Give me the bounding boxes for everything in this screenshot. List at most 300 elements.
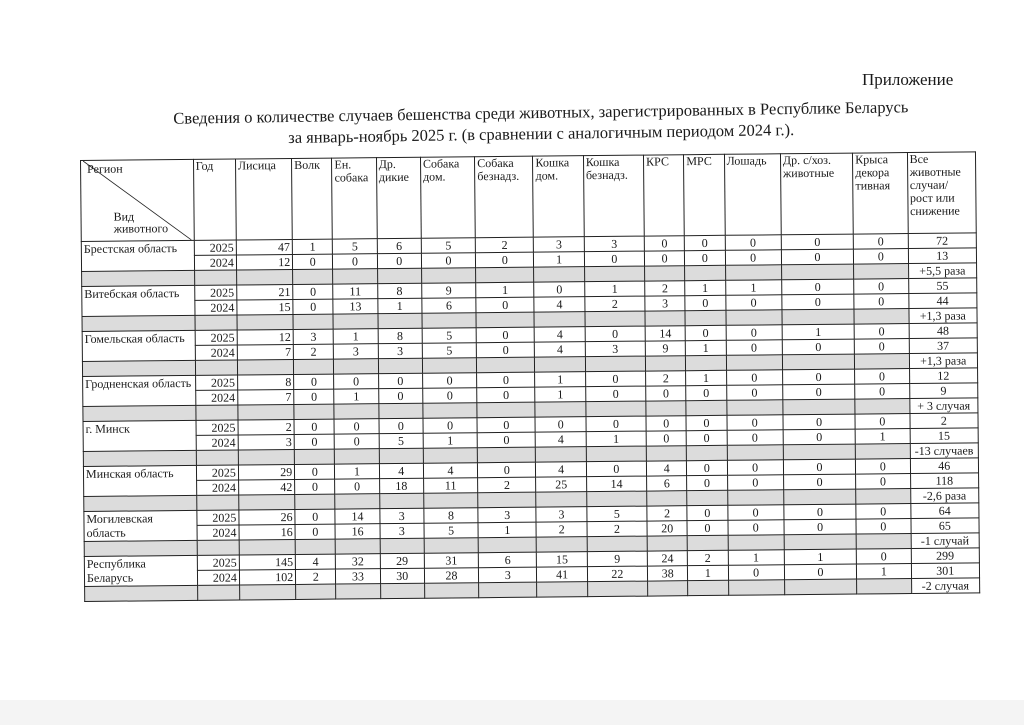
blank-cell — [294, 359, 334, 374]
value-cell: 0 — [585, 371, 645, 387]
value-cell: 0 — [477, 417, 535, 433]
value-cell: 0 — [334, 374, 378, 389]
header-col-fox: Лисица — [235, 158, 292, 240]
value-cell: 0 — [423, 418, 477, 434]
value-cell: 0 — [726, 370, 782, 386]
blank-cell — [84, 495, 197, 511]
value-cell: 28 — [424, 568, 478, 584]
header-col-other-farm: Др. с/хоз. животные — [780, 153, 853, 235]
value-cell: 2 — [238, 419, 294, 435]
value-cell: 0 — [535, 417, 585, 432]
value-cell: 0 — [477, 372, 535, 388]
value-cell: 102 — [239, 569, 295, 585]
blank-cell — [535, 357, 585, 372]
value-cell: 6 — [377, 238, 421, 253]
header-col-horse: Лошадь — [724, 154, 781, 236]
blank-cell — [424, 493, 478, 509]
blank-cell — [784, 534, 857, 550]
total-cell: 12 — [909, 368, 978, 384]
value-cell: 16 — [335, 524, 379, 539]
blank-cell — [196, 450, 238, 465]
value-cell: 4 — [379, 463, 423, 478]
value-cell: 0 — [476, 327, 534, 343]
value-cell: 0 — [335, 434, 379, 449]
value-cell: 0 — [855, 414, 909, 430]
value-cell: 0 — [335, 479, 379, 494]
blank-cell — [854, 264, 908, 280]
blank-cell — [336, 584, 380, 599]
value-cell: 0 — [295, 464, 335, 479]
value-cell: 4 — [534, 297, 584, 312]
value-cell: 0 — [586, 461, 646, 477]
blank-cell — [423, 448, 477, 464]
value-cell: 22 — [587, 566, 647, 582]
value-cell: 8 — [237, 374, 293, 390]
value-cell: 20 — [647, 521, 687, 536]
year-cell: 2024 — [195, 345, 237, 360]
value-cell: 1 — [335, 464, 379, 479]
blank-cell — [476, 312, 534, 328]
blank-cell — [478, 492, 536, 508]
value-cell: 2 — [688, 550, 728, 565]
blank-cell — [195, 315, 237, 330]
total-cell: 44 — [908, 293, 977, 309]
blank-cell — [648, 581, 688, 596]
blank-cell — [82, 270, 195, 286]
value-cell: 2 — [646, 371, 686, 386]
value-cell: 5 — [421, 238, 475, 254]
value-cell: 14 — [586, 476, 646, 492]
value-cell: 30 — [380, 568, 424, 583]
value-cell: 0 — [855, 384, 909, 400]
value-cell: 14 — [645, 326, 685, 341]
value-cell: 0 — [294, 389, 334, 404]
blank-cell — [856, 534, 910, 550]
value-cell: 4 — [536, 432, 586, 447]
blank-cell — [422, 313, 476, 329]
total-cell: 65 — [910, 518, 979, 534]
value-cell: 2 — [536, 522, 586, 537]
value-cell: 29 — [380, 553, 424, 568]
value-cell: 1 — [728, 550, 784, 566]
value-cell: 0 — [781, 249, 854, 265]
change-cell: -13 случаев — [910, 443, 979, 459]
scan-edge — [0, 700, 1024, 725]
blank-cell — [687, 445, 727, 460]
value-cell: 0 — [294, 419, 334, 434]
value-cell: 0 — [295, 509, 335, 524]
blank-cell — [585, 311, 645, 327]
value-cell: 0 — [727, 505, 783, 521]
blank-cell — [725, 265, 781, 281]
value-cell: 15 — [237, 299, 293, 315]
blank-cell — [336, 539, 380, 554]
value-cell: 12 — [236, 254, 292, 270]
value-cell: 6 — [647, 476, 687, 491]
header-year: Год — [193, 159, 236, 240]
blank-cell — [726, 355, 782, 371]
header-col-small-ruminants: МРС — [684, 154, 725, 235]
value-cell: 0 — [478, 462, 536, 478]
value-cell: 1 — [377, 298, 421, 313]
blank-cell — [476, 267, 534, 283]
value-cell: 1 — [476, 282, 534, 298]
value-cell: 0 — [476, 252, 534, 268]
blank-cell — [294, 449, 334, 464]
blank-cell — [728, 580, 784, 596]
value-cell: 7 — [238, 389, 294, 405]
value-cell: 0 — [784, 519, 857, 535]
value-cell: 1 — [584, 281, 644, 297]
blank-cell — [83, 405, 196, 421]
blank-cell — [377, 268, 421, 283]
value-cell: 2 — [296, 569, 336, 584]
value-cell: 0 — [333, 254, 377, 269]
region-name: Витебская область — [82, 285, 195, 316]
blank-cell — [646, 401, 686, 416]
value-cell: 8 — [424, 508, 478, 524]
blank-cell — [293, 314, 333, 329]
year-cell: 2025 — [194, 285, 236, 300]
value-cell: 0 — [853, 234, 907, 250]
value-cell: 2 — [647, 506, 687, 521]
value-cell: 0 — [646, 431, 686, 446]
blank-cell — [726, 400, 782, 416]
blank-cell — [334, 404, 378, 419]
value-cell: 0 — [854, 249, 908, 265]
year-cell: 2025 — [196, 420, 238, 435]
value-cell: 1 — [534, 252, 584, 267]
value-cell: 0 — [646, 416, 686, 431]
value-cell: 0 — [856, 504, 910, 520]
value-cell: 2 — [478, 477, 536, 493]
blank-cell — [293, 269, 333, 284]
year-cell: 2025 — [196, 465, 238, 480]
value-cell: 4 — [295, 554, 335, 569]
value-cell: 0 — [783, 384, 856, 400]
blank-cell — [535, 402, 585, 417]
change-cell: +1,3 раза — [909, 353, 978, 369]
blank-cell — [645, 311, 685, 326]
value-cell: 8 — [378, 328, 422, 343]
rabies-table — [80, 151, 980, 602]
blank-cell — [784, 579, 857, 595]
blank-cell — [688, 580, 728, 595]
region-name: Могилевская область — [84, 510, 197, 541]
value-cell: 0 — [377, 253, 421, 268]
change-cell: -2,6 раза — [910, 488, 979, 504]
blank-cell — [477, 447, 535, 463]
blank-cell — [534, 312, 584, 327]
blank-cell — [855, 399, 909, 415]
value-cell: 3 — [584, 236, 644, 252]
header-col-other-wild: Др. дикие — [376, 157, 421, 238]
value-cell: 0 — [783, 429, 856, 445]
blank-cell — [587, 536, 647, 552]
value-cell: 3 — [380, 523, 424, 538]
value-cell: 0 — [781, 279, 854, 295]
value-cell: 0 — [646, 386, 686, 401]
blank-cell — [82, 315, 195, 331]
blank-cell — [687, 535, 727, 550]
value-cell: 0 — [687, 520, 727, 535]
total-cell: 46 — [910, 458, 979, 474]
blank-cell — [728, 535, 784, 551]
value-cell: 0 — [585, 326, 645, 342]
value-cell: 3 — [293, 329, 333, 344]
value-cell: 0 — [854, 294, 908, 310]
header-animal-type: Вид животного — [113, 209, 169, 236]
value-cell: 0 — [781, 234, 854, 250]
blank-cell — [378, 313, 422, 328]
value-cell: 38 — [647, 566, 687, 581]
header-col-domestic-dog: Собака дом. — [420, 157, 475, 239]
value-cell: 1 — [535, 387, 585, 402]
value-cell: 145 — [239, 554, 295, 570]
year-cell: 2024 — [196, 435, 238, 450]
value-cell: 47 — [236, 239, 292, 255]
value-cell: 14 — [335, 509, 379, 524]
value-cell: 0 — [685, 235, 725, 250]
value-cell: 0 — [726, 385, 782, 401]
header-col-wolf: Волк — [292, 158, 333, 239]
blank-cell — [239, 494, 295, 510]
blank-cell — [587, 581, 647, 597]
header-row — [81, 152, 977, 242]
value-cell: 42 — [238, 479, 294, 495]
region-name: Республика Беларусь — [84, 555, 197, 586]
blank-cell — [82, 360, 195, 376]
value-cell: 0 — [725, 250, 781, 266]
blank-cell — [584, 266, 644, 282]
value-cell: 11 — [333, 284, 377, 299]
blank-cell — [856, 489, 910, 505]
year-cell: 2025 — [194, 240, 236, 255]
total-cell: 13 — [908, 248, 977, 264]
value-cell: 3 — [478, 507, 536, 523]
value-cell: 0 — [644, 251, 684, 266]
blank-cell — [195, 405, 237, 420]
blank-cell — [195, 360, 237, 375]
value-cell: 0 — [783, 474, 856, 490]
value-cell: 0 — [477, 387, 535, 403]
blank-cell — [379, 448, 423, 463]
blank-cell — [686, 400, 726, 415]
value-cell: 0 — [726, 325, 782, 341]
value-cell: 3 — [645, 296, 685, 311]
value-cell: 9 — [587, 551, 647, 567]
blank-cell — [237, 359, 293, 375]
blank-cell — [537, 537, 587, 552]
value-cell: 2 — [293, 344, 333, 359]
value-cell: 3 — [238, 434, 294, 450]
value-cell: 0 — [295, 524, 335, 539]
blank-cell — [536, 447, 586, 462]
value-cell: 2 — [585, 296, 645, 312]
value-cell: 0 — [422, 373, 476, 389]
value-cell: 6 — [478, 552, 536, 568]
blank-cell — [781, 264, 854, 280]
value-cell: 15 — [537, 552, 587, 567]
value-cell: 0 — [856, 549, 910, 565]
change-cell: +5,5 раза — [908, 263, 977, 279]
blank-cell — [239, 584, 295, 600]
total-cell: 118 — [910, 473, 979, 489]
value-cell: 3 — [334, 344, 378, 359]
blank-cell — [238, 449, 294, 465]
blank-cell — [335, 449, 379, 464]
blank-cell — [783, 399, 856, 415]
blank-cell — [424, 583, 478, 599]
value-cell: 5 — [422, 343, 476, 359]
value-cell: 0 — [334, 419, 378, 434]
value-cell: 0 — [783, 414, 856, 430]
blank-cell — [536, 492, 586, 507]
table-body — [81, 233, 979, 602]
value-cell: 0 — [784, 564, 857, 580]
total-cell: 299 — [911, 548, 980, 564]
blank-cell — [727, 490, 783, 506]
value-cell: 2 — [645, 281, 685, 296]
value-cell: 1 — [478, 522, 536, 538]
region-name: Брестская область — [81, 240, 194, 271]
blank-cell — [194, 270, 236, 285]
blank-cell — [725, 310, 781, 326]
value-cell: 0 — [685, 295, 725, 310]
value-cell: 18 — [379, 478, 423, 493]
value-cell: 0 — [854, 324, 908, 340]
blank-cell — [645, 266, 685, 281]
value-cell: 21 — [237, 284, 293, 300]
blank-cell — [585, 356, 645, 372]
value-cell: 2 — [475, 237, 533, 253]
change-cell: + 3 случая — [909, 398, 978, 414]
total-cell: 72 — [908, 233, 977, 249]
value-cell: 1 — [857, 564, 911, 580]
value-cell: 0 — [687, 505, 727, 520]
total-cell: 301 — [911, 563, 980, 579]
blank-cell — [294, 404, 334, 419]
region-name: Гомельская область — [82, 330, 195, 361]
blank-cell — [380, 538, 424, 553]
total-cell: 9 — [909, 383, 978, 399]
year-cell: 2024 — [194, 300, 236, 315]
blank-cell — [85, 585, 198, 601]
value-cell: 0 — [295, 479, 335, 494]
blank-cell — [782, 309, 855, 325]
header-col-domestic-cat: Кошка дом. — [533, 156, 584, 237]
blank-cell — [586, 401, 646, 417]
value-cell: 6 — [422, 298, 476, 314]
value-cell: 0 — [379, 418, 423, 433]
header-col-cattle: КРС — [644, 155, 685, 236]
value-cell: 9 — [645, 341, 685, 356]
value-cell: 0 — [782, 369, 855, 385]
value-cell: 0 — [294, 374, 334, 389]
value-cell: 0 — [293, 284, 333, 299]
value-cell: 1 — [686, 370, 726, 385]
value-cell: 1 — [423, 433, 477, 449]
blank-cell — [687, 490, 727, 505]
blank-cell — [334, 359, 378, 374]
value-cell: 0 — [726, 415, 782, 431]
value-cell: 0 — [783, 459, 856, 475]
blank-cell — [647, 536, 687, 551]
value-cell: 1 — [586, 431, 646, 447]
blank-cell — [421, 268, 475, 284]
total-cell: 55 — [908, 278, 977, 294]
year-cell: 2025 — [195, 375, 237, 390]
total-cell: 64 — [910, 503, 979, 519]
value-cell: 4 — [535, 327, 585, 342]
value-cell: 26 — [239, 509, 295, 525]
value-cell: 0 — [378, 388, 422, 403]
value-cell: 11 — [423, 478, 477, 494]
blank-cell — [333, 269, 377, 284]
value-cell: 4 — [536, 462, 586, 477]
value-cell: 0 — [726, 340, 782, 356]
value-cell: 0 — [854, 279, 908, 295]
value-cell: 24 — [647, 551, 687, 566]
appendix-label: Приложение — [862, 70, 954, 89]
year-cell: 2024 — [195, 390, 237, 405]
blank-cell — [586, 491, 646, 507]
value-cell: 0 — [727, 430, 783, 446]
blank-cell — [237, 314, 293, 330]
value-cell: 0 — [534, 282, 584, 297]
value-cell: 0 — [727, 475, 783, 491]
value-cell: 41 — [537, 567, 587, 582]
value-cell: 5 — [424, 523, 478, 539]
value-cell: 0 — [686, 415, 726, 430]
value-cell: 4 — [646, 461, 686, 476]
value-cell: 1 — [688, 565, 728, 580]
total-cell: 15 — [910, 428, 979, 444]
blank-cell — [84, 540, 197, 556]
value-cell: 0 — [784, 504, 857, 520]
value-cell: 1 — [535, 372, 585, 387]
value-cell: 8 — [377, 283, 421, 298]
year-cell: 2024 — [197, 570, 239, 585]
value-cell: 0 — [294, 434, 334, 449]
blank-cell — [477, 357, 535, 373]
blank-cell — [380, 583, 424, 598]
blank-cell — [685, 310, 725, 325]
total-cell: 37 — [909, 338, 978, 354]
blank-cell — [855, 444, 909, 460]
value-cell: 0 — [725, 235, 781, 251]
blank-cell — [335, 494, 379, 509]
region-name: г. Минск — [83, 420, 196, 451]
value-cell: 0 — [855, 369, 909, 385]
total-cell: 48 — [909, 323, 978, 339]
header-col-stray-cat: Кошка безнадз. — [583, 155, 644, 237]
blank-cell — [423, 403, 477, 419]
value-cell: 5 — [422, 328, 476, 344]
value-cell: 0 — [856, 519, 910, 535]
blank-cell — [378, 358, 422, 373]
year-cell: 2024 — [196, 480, 238, 495]
value-cell: 0 — [685, 325, 725, 340]
blank-cell — [854, 309, 908, 325]
blank-cell — [586, 446, 646, 462]
value-cell: 0 — [854, 339, 908, 355]
year-cell: 2025 — [197, 555, 239, 570]
value-cell: 0 — [727, 520, 783, 536]
value-cell: 3 — [479, 567, 537, 583]
value-cell: 25 — [536, 477, 586, 492]
value-cell: 0 — [423, 388, 477, 404]
